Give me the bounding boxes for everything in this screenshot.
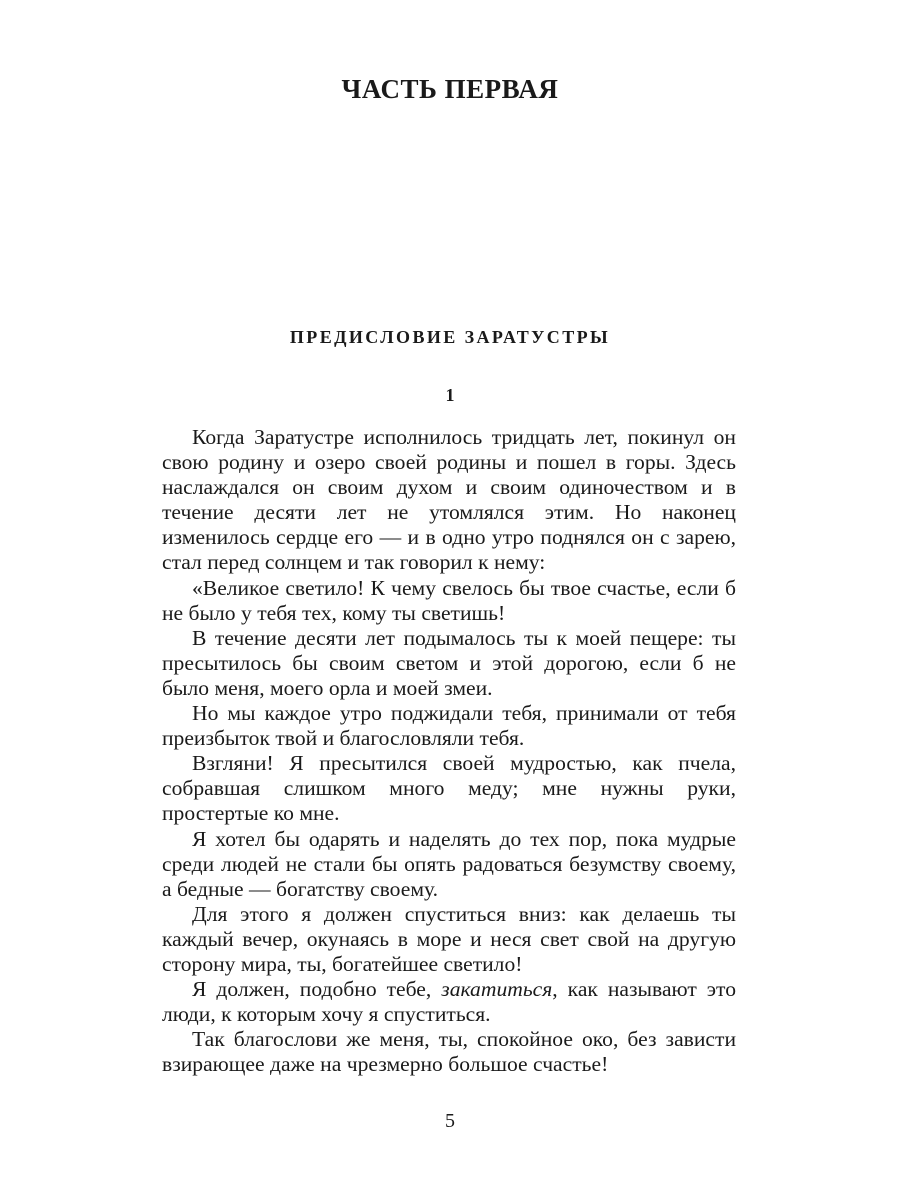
paragraph: Но мы каждое утро поджидали тебя, принимали от тебя преизбыток твой и благословляли тебя. bbox=[162, 701, 736, 751]
section-number: 1 bbox=[445, 385, 455, 405]
paragraph: Когда Заратустре исполнилось тридцать лет, покинул он свою родину и озеро своей родины и пошел в горы. Здесь наслаждался он своим духом и своим одиночеством и в течение десяти лет не утомлялся этим. Но наконец изменилось сердце его — и в одно утро поднялся он с зарею, стал перед солнцем и так говорил к нему: bbox=[162, 425, 736, 575]
paragraph bbox=[162, 977, 736, 1027]
paragraph-text: , как называют это люди, к которым хочу я спуститься. bbox=[162, 977, 736, 1027]
paragraph: Так благослови же меня, ты, спокойное око, без зависти взирающее даже на чрезмерно большое счастье! bbox=[162, 1027, 736, 1077]
paragraph-text: Я должен, подобно тебе, bbox=[192, 977, 442, 1002]
paragraph: Для этого я должен спуститься вниз: как делаешь ты каждый вечер, окунаясь в море и неся свет свой на другую сторону мира, ты, богатейшее светило! bbox=[162, 901, 736, 976]
emphasized-word: закатиться bbox=[441, 977, 553, 1002]
page-number: 5 bbox=[445, 1110, 455, 1132]
paragraph: «Великое светило! К чему свелось бы твое счастье, если б не было у тебя тех, кому ты светишь! bbox=[162, 575, 736, 625]
preface-title: ПРЕДИСЛОВИЕ ЗАРАТУСТРЫ bbox=[289, 327, 611, 347]
paragraph: Я хотел бы одарять и наделять до тех пор, пока мудрые среди людей не стали бы опять радоваться безумству своему, а бедные — богатству своему. bbox=[162, 826, 736, 901]
body-text bbox=[162, 425, 736, 1077]
paragraph: Взгляни! Я пресытился своей мудростью, как пчела, собравшая слишком много меду; мне нужны руки, простертые ко мне. bbox=[162, 751, 736, 826]
part-title: ЧАСТЬ ПЕРВАЯ bbox=[341, 74, 559, 104]
paragraph: В течение десяти лет подымалось ты к моей пещере: ты пресытилось бы своим светом и этой дорогою, если б не было меня, моего орла и моей змеи. bbox=[162, 625, 736, 700]
